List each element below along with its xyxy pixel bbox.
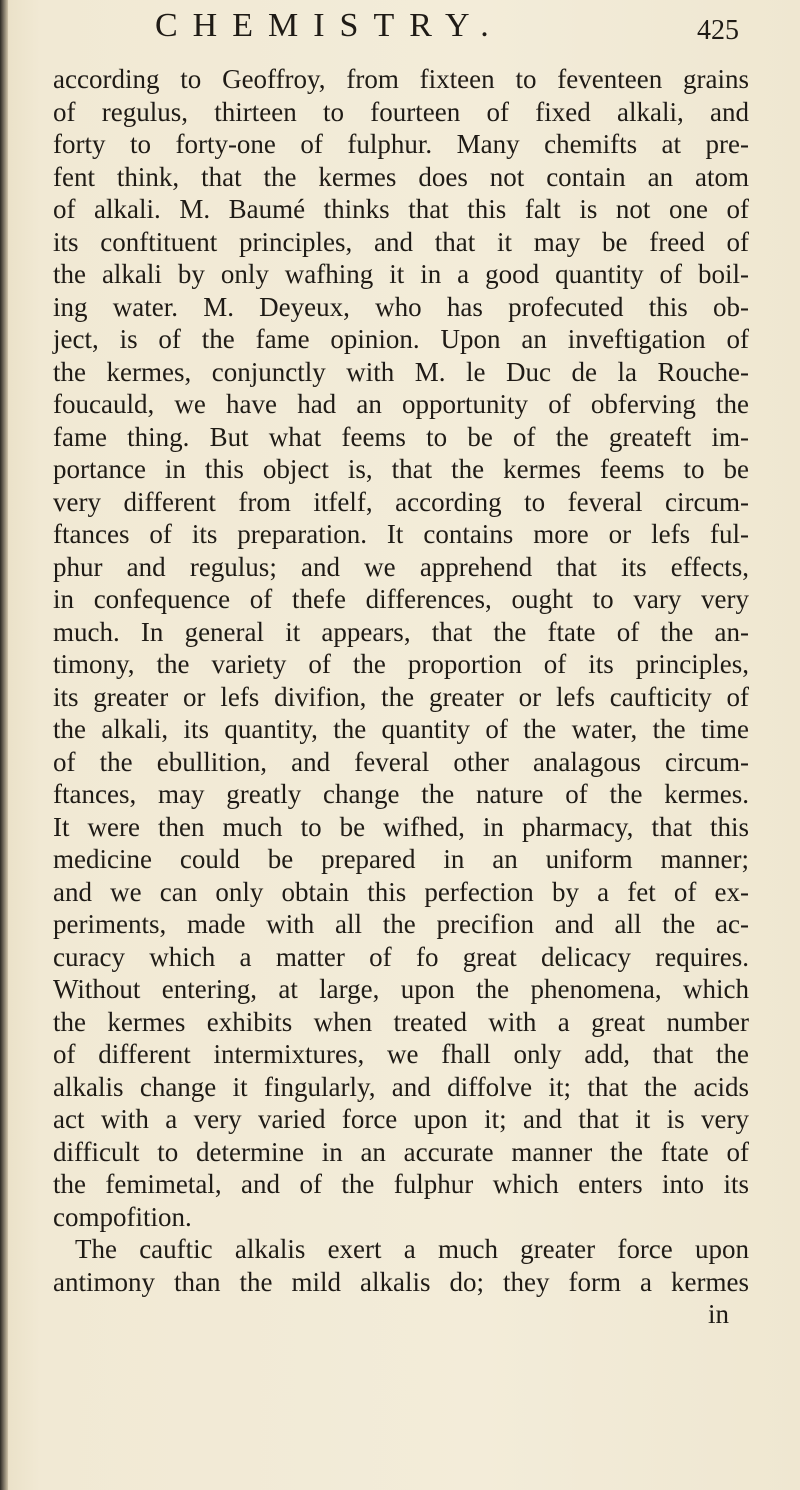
text-line: fent think, that the kermes does not contain an atom [53, 161, 749, 192]
text-line: alkalis change it fingularly, and diffolve it; that the acids [53, 1071, 749, 1102]
text-line: compofition. [53, 1201, 192, 1232]
text-line: the alkali, its quantity, the quantity of the water, the time [53, 714, 749, 744]
text-line: medicine could be prepared in an uniform manner; [53, 844, 749, 874]
text-line: fame thing. But what feems to be of the greateft im- [53, 421, 749, 452]
text-line: timony, the variety of the proportion of its principles, [53, 649, 749, 679]
text-line: phur and regulus; and we apprehend that its effects, [53, 551, 749, 582]
text-line: according to Geoffroy, from fixteen to feventeen grains [53, 64, 749, 94]
body-text [53, 63, 749, 1331]
page-header [0, 5, 800, 65]
text-line: the femimetal, and of the fulphur which enters into its [53, 1169, 749, 1199]
text-line: act with a very varied force upon it; and that it is very [53, 1104, 749, 1134]
text-line: ftances of its preparation. It contains more or lefs ful- [53, 519, 749, 549]
text-line: forty to forty-one of fulphur. Many chemifts at pre- [53, 129, 749, 159]
text-line: its greater or lefs divifion, the greater or lefs caufticity of [53, 681, 749, 712]
text-line: the alkali by only wafhing it in a good quantity of boil- [53, 259, 749, 289]
text-line: its conftituent principles, and that it may be freed of [53, 226, 749, 257]
running-title: CHEMISTRY. [155, 7, 504, 44]
text-line: Without entering, at large, upon the phenomena, which [53, 974, 749, 1004]
text-line: curacy which a matter of fo great delicacy requires. [53, 941, 749, 972]
text-line: antimony than the mild alkalis do; they form a kermes [53, 1266, 749, 1297]
text-line: The cauftic alkalis exert a much greater force upon [75, 1234, 749, 1264]
text-line: much. In general it appears, that the ftate of the an- [53, 616, 749, 647]
text-line: in confequence of thefe differences, ought to vary very [53, 584, 749, 614]
text-line: the kermes exhibits when treated with a great number [53, 1006, 749, 1037]
text-line: ject, is of the fame opinion. Upon an inveftigation of [53, 324, 749, 354]
text-line: and we can only obtain this perfection by a fet of ex- [53, 876, 749, 907]
text-line: ing water. M. Deyeux, who has profecuted this ob- [53, 291, 749, 322]
text-line: very different from itfelf, according to feveral circum- [53, 486, 749, 517]
text-line: the kermes, conjunctly with M. le Duc de la Rouche- [53, 356, 749, 387]
text-line: It were then much to be wifhed, in pharmacy, that this [53, 811, 749, 842]
binding-gutter [0, 0, 8, 1490]
text-line: difficult to determine in an accurate manner the ftate of [53, 1136, 749, 1167]
text-line: of regulus, thirteen to fourteen of fixed alkali, and [53, 96, 749, 127]
text-line: foucauld, we have had an opportunity of obferving the [53, 389, 749, 419]
text-line: of alkali. M. Baumé thinks that this falt is not one of [53, 194, 749, 224]
text-line: of different intermixtures, we fhall only add, that the [53, 1039, 749, 1069]
text-line: of the ebullition, and feveral other analagous circum- [53, 746, 749, 777]
page-number: 425 [697, 15, 739, 46]
catchword: in [707, 1299, 729, 1329]
text-line: periments, made with all the precifion and all the ac- [53, 909, 749, 939]
text-line: portance in this object is, that the kermes feems to be [53, 454, 749, 484]
text-line: ftances, may greatly change the nature of the kermes. [53, 779, 749, 809]
